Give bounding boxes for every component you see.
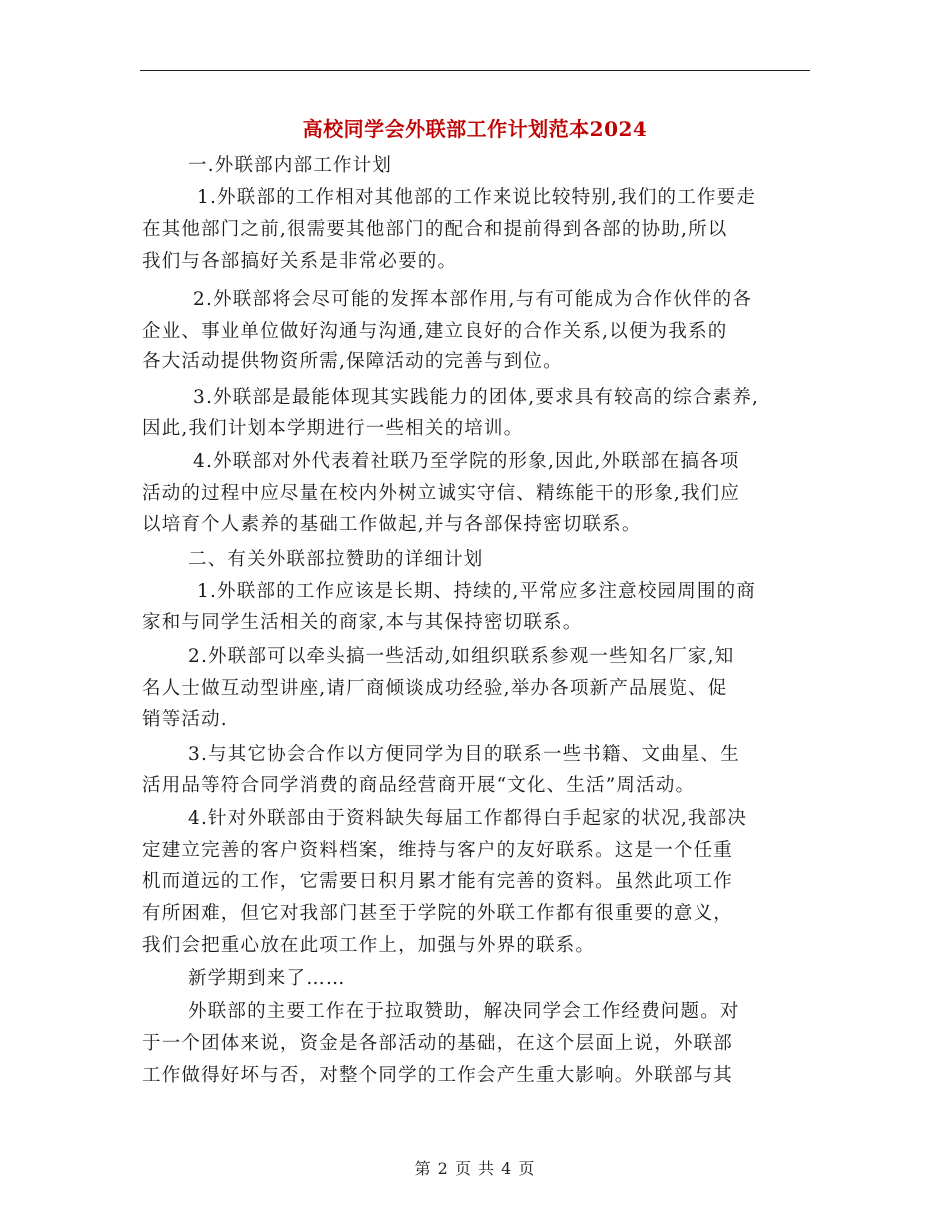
text-line: 因此,我们计划本学期进行一些相关的培训。: [142, 418, 524, 439]
text-line: 2.外联部可以牵头搞一些活动,如组织联系参观一些知名厂家,知: [188, 646, 735, 667]
text-line: 定建立完善的客户资料档案，维持与客户的友好联系。这是一个任重: [142, 840, 734, 861]
text-line: 名人士做互动型讲座,请厂商倾谈成功经验,举办各项新产品展览、促: [142, 678, 728, 699]
text-line: 工作做得好坏与否，对整个同学的工作会产生重大影响。外联部与其: [142, 1065, 734, 1086]
header-rule: [140, 70, 810, 71]
text-line: 家和与同学生活相关的商家,本与其保持密切联系。: [142, 612, 583, 633]
text-line: 销等活动.: [142, 709, 228, 730]
text-line: 机而道远的工作，它需要日积月累才能有完善的资料。虽然此项工作: [142, 871, 734, 892]
page-footer: 第 2 页 共 4 页: [414, 1159, 536, 1178]
text-line: 有所困难，但它对我部门甚至于学院的外联工作都有很重要的意义，: [142, 903, 734, 924]
text-line: 1.外联部的工作应该是长期、持续的,平常应多注意校园周围的商: [197, 581, 757, 602]
text-line: 于一个团体来说，资金是各部活动的基础，在这个层面上说，外联部: [142, 1033, 734, 1054]
text-line: 以培育个人素养的基础工作做起,并与各部保持密切联系。: [142, 514, 642, 535]
text-line: 新学期到来了……: [188, 968, 346, 989]
text-line: 各大活动提供物资所需,保障活动的完善与到位。: [142, 351, 563, 372]
text-line: 4.针对外联部由于资料缺失每届工作都得白手起家的状况,我部决: [188, 808, 748, 829]
text-line: 二、有关外联部拉赞助的详细计划: [188, 549, 484, 570]
text-line: 活用品等符合同学消费的商品经营商开展“文化、生活”周活动。: [142, 775, 696, 796]
text-line: 一.外联部内部工作计划: [188, 155, 393, 176]
text-line: 企业、事业单位做好沟通与沟通,建立良好的合作关系,以便为我系的: [142, 321, 728, 342]
text-line: 3.外联部是最能体现其实践能力的团体,要求具有较高的综合素养,: [193, 387, 760, 408]
text-line: 外联部的主要工作在于拉取赞助，解决同学会工作经费问题。对: [188, 1001, 740, 1022]
text-line: 1.外联部的工作相对其他部的工作来说比较特别,我们的工作要走: [197, 187, 757, 208]
text-line: 活动的过程中应尽量在校内外树立诚实守信、精练能干的形象,我们应: [142, 483, 741, 504]
text-line: 4.外联部对外代表着社联乃至学院的形象,因此,外联部在搞各项: [193, 451, 740, 472]
text-line: 我们与各部搞好关系是非常必要的。: [142, 251, 458, 272]
text-line: 3.与其它协会合作以方便同学为目的联系一些书籍、文曲星、生: [188, 744, 740, 765]
text-line: 我们会把重心放在此项工作上，加强与外界的联系。: [142, 935, 596, 956]
document-title: 高校同学会外联部工作计划范本2024: [302, 117, 648, 141]
text-line: 在其他部门之前,很需要其他部门的配合和提前得到各部的协助,所以: [142, 219, 728, 240]
text-line: 2.外联部将会尽可能的发挥本部作用,与有可能成为合作伙伴的各: [193, 289, 753, 310]
